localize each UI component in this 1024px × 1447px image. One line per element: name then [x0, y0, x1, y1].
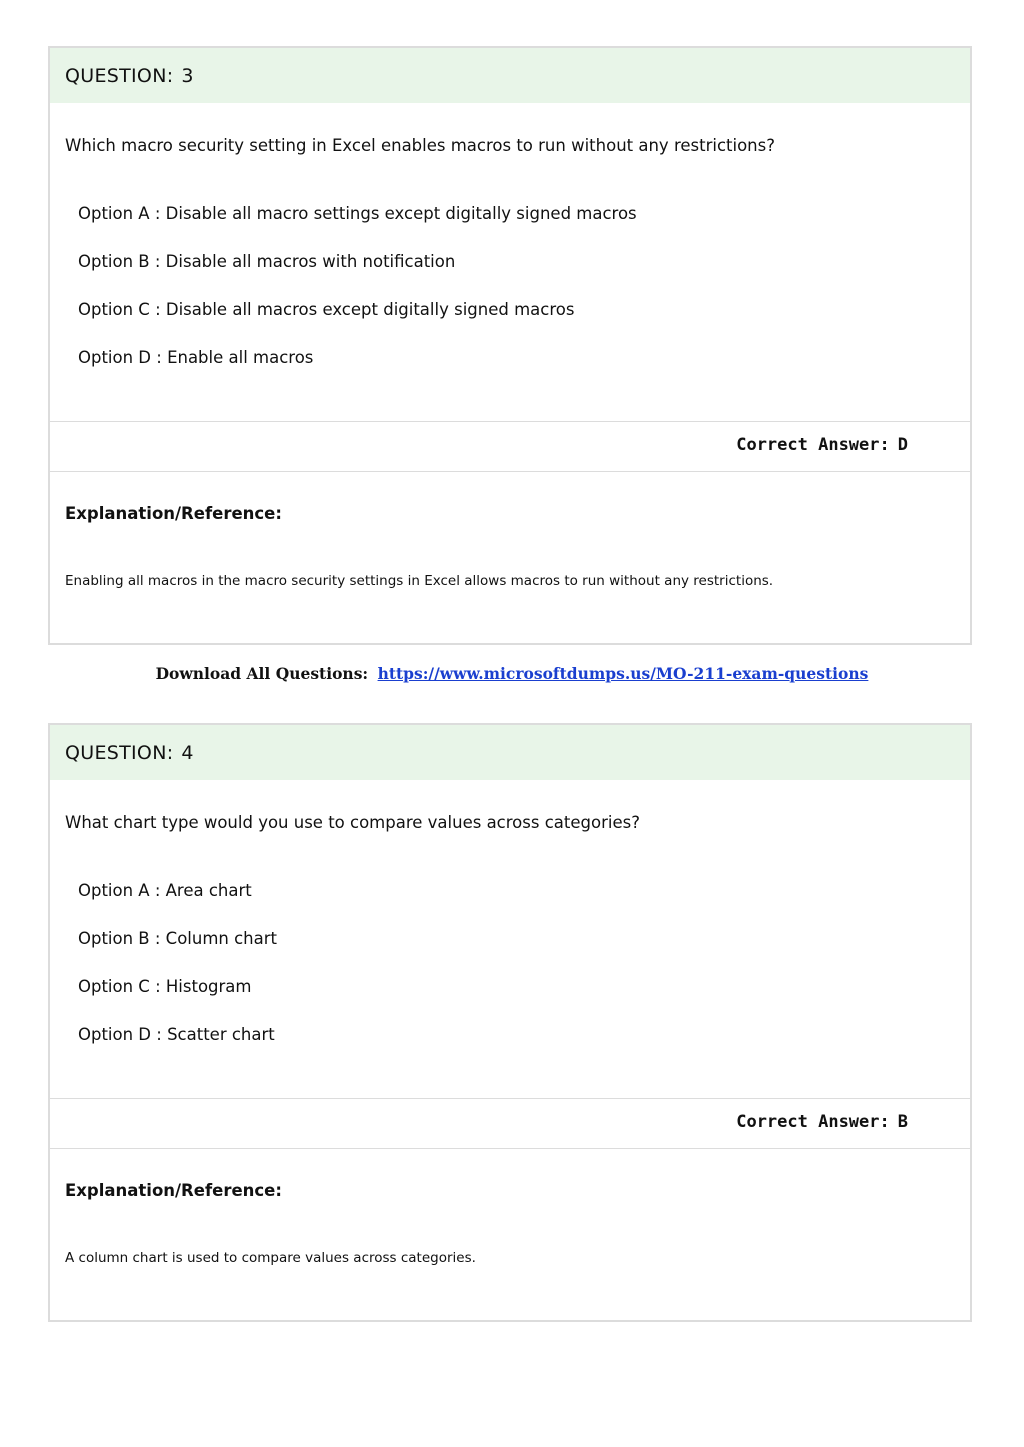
answer-label: Correct Answer: [736, 1112, 890, 1132]
option-d: Option D : Scatter chart [78, 1025, 275, 1044]
explanation-section [50, 472, 970, 642]
explanation-text: A column chart is used to compare values across categories. [65, 1250, 476, 1266]
answer-letter: B [897, 1112, 908, 1132]
question-card-3 [48, 46, 972, 645]
correct-answer [736, 435, 908, 455]
answer-letter: D [897, 435, 908, 455]
option-b: Option B : Column chart [78, 929, 278, 948]
explanation-title: Explanation/Reference: [65, 1181, 282, 1200]
download-line [0, 664, 1024, 683]
question-text: Which macro security setting in Excel enables macros to run without any restrictions? [65, 136, 775, 155]
option-a: Option A : Area chart [78, 881, 252, 900]
question-label: QUESTION: [65, 64, 174, 87]
answer-row [50, 1098, 970, 1149]
option-d: Option D : Enable all macros [78, 348, 314, 367]
explanation-section [50, 1149, 970, 1319]
correct-answer [736, 1112, 908, 1132]
question-card-4 [48, 723, 972, 1322]
option-c: Option C : Disable all macros except digitally signed macros [78, 300, 575, 319]
question-header [50, 48, 970, 103]
question-body [50, 103, 970, 421]
explanation-title: Explanation/Reference: [65, 504, 282, 523]
question-header [50, 725, 970, 780]
question-text: What chart type would you use to compare values across categories? [65, 813, 640, 832]
options-list [78, 881, 277, 1073]
answer-row [50, 421, 970, 472]
question-number: 3 [181, 64, 194, 87]
question-label: QUESTION: [65, 741, 174, 764]
download-label: Download All Questions: [155, 664, 369, 683]
download-link[interactable]: https://www.microsoftdumps.us/MO-211-exam-questions [377, 664, 869, 683]
option-c: Option C : Histogram [78, 977, 252, 996]
question-number: 4 [181, 741, 194, 764]
option-a: Option A : Disable all macro settings except digitally signed macros [78, 204, 637, 223]
options-list [78, 204, 637, 396]
question-body [50, 780, 970, 1098]
explanation-text: Enabling all macros in the macro security settings in Excel allows macros to run without any restrictions. [65, 573, 774, 589]
option-b: Option B : Disable all macros with notification [78, 252, 456, 271]
answer-label: Correct Answer: [736, 435, 890, 455]
